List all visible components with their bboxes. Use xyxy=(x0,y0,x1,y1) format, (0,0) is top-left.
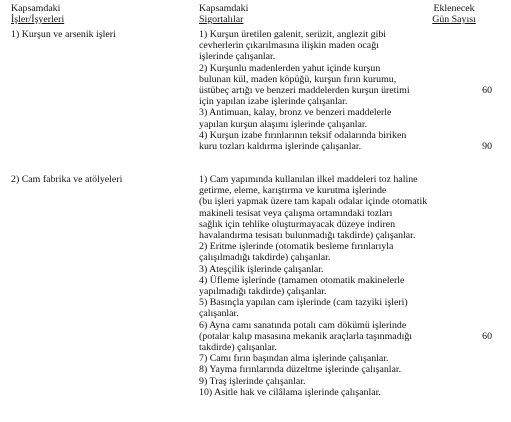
list-item: 4) Kurşun izabe fırınlarının teksif odalarında biriken xyxy=(199,129,407,141)
list-item: yapılan kurşun alaşımı işlerinde çalışanlar. xyxy=(199,118,368,130)
row-days-value: 60 xyxy=(482,331,492,342)
list-item: yapılmadığı takdirde) çalışanlar. xyxy=(199,286,327,298)
row-insured-lines xyxy=(199,29,421,152)
list-item: takdirde) çalışanlar. xyxy=(199,342,277,354)
list-item: için yapılan izabe işlerinde çalışanlar. xyxy=(199,96,348,108)
header-days xyxy=(419,3,489,25)
list-item: bulunan kül, maden köpüğü, kurşun fırın kurumu, xyxy=(199,73,397,85)
list-item: 10) Asitle hak ve cilâlama işlerinde çalışanlar. xyxy=(199,386,381,398)
list-item: (bu işleri yapmak üzere tam kapalı odalar içinde otomatik xyxy=(199,196,428,208)
header-insured-line1: Kapsamdaki xyxy=(199,3,249,14)
list-item: 6) Ayna camı sanatında potalı cam dökümü işlerinde xyxy=(199,319,407,331)
list-item: 1) Cam yapımında kullanılan ilkel maddeleri toz haline xyxy=(199,174,418,185)
list-item: sağlık için tehlike oluşturmayacak düzeye indiren xyxy=(199,218,396,230)
list-item: 2) Eritme işlerinde (otomatik besleme fırınlarıyla xyxy=(199,241,394,253)
list-item: üstübeç artığı ve benzeri maddelerden kurşun üretimi xyxy=(199,85,410,97)
list-item: çalışanlar. xyxy=(199,308,239,320)
header-jobs xyxy=(11,3,64,25)
list-item: (potalar kalıp masasına mekanik araçlarla taşınmadığı xyxy=(199,330,413,342)
list-item: havalandırma tesisatı bulunmadığı takdirde) çalışanlar. xyxy=(199,230,416,242)
row-days-value: 90 xyxy=(482,141,492,152)
row-days-value: 60 xyxy=(482,85,492,96)
header-insured xyxy=(199,3,248,25)
list-item: 9) Traş işlerinde çalışanlar. xyxy=(199,375,306,387)
header-insured-line2: Sigortalılar xyxy=(199,14,244,26)
list-item: 2) Kurşunlu madenlerden yahut içinde kurşun xyxy=(199,62,381,74)
list-item: getirme, eleme, karıştırma ve kurutma işlerinde xyxy=(199,185,387,197)
list-item: 1) Kurşun üretilen galenit, serüzit, anglezit gibi xyxy=(199,29,387,40)
header-days-line2: Gün Sayısı xyxy=(432,14,476,26)
header-jobs-line1: Kapsamdaki xyxy=(11,3,61,14)
header-jobs-line2: İşler/İşyerleri xyxy=(11,14,65,26)
list-item: 4) Üfleme işlerinde (tamamen otomatik makinelerle xyxy=(199,274,405,286)
list-item: 3) Antimuan, kalay, bronz ve benzeri maddelerle xyxy=(199,107,392,119)
row-category: 2) Cam fabrika ve atölyeleri xyxy=(11,174,123,185)
list-item: kuru tozları kaldırma işlerinde çalışanlar. xyxy=(199,141,362,153)
list-item: cevherlerin çıkarılmasına ilişkin maden ocağı xyxy=(199,40,379,52)
list-item: 5) Basınçla yapılan cam işlerinde (cam tazyiki işleri) xyxy=(199,297,408,309)
list-item: işlerinde çalışanlar. xyxy=(199,51,276,63)
list-item: 3) Ateşçilik işlerinde çalışanlar. xyxy=(199,263,324,275)
list-item: makineli tesisat veya çalışma ortamındaki tozları xyxy=(199,207,393,219)
list-item: 7) Camı fırın başından alma işlerinde çalışanlar. xyxy=(199,353,389,365)
list-item: çalışılmadığı takdirde) çalışanlar. xyxy=(199,252,331,264)
list-item: 8) Yayma fırınlarında düzeltme işlerinde çalışanlar. xyxy=(199,364,402,376)
row-insured-lines xyxy=(199,174,428,398)
header-days-line1: Eklenecek xyxy=(433,3,475,14)
row-category: 1) Kurşun ve arsenik işleri xyxy=(11,29,116,40)
